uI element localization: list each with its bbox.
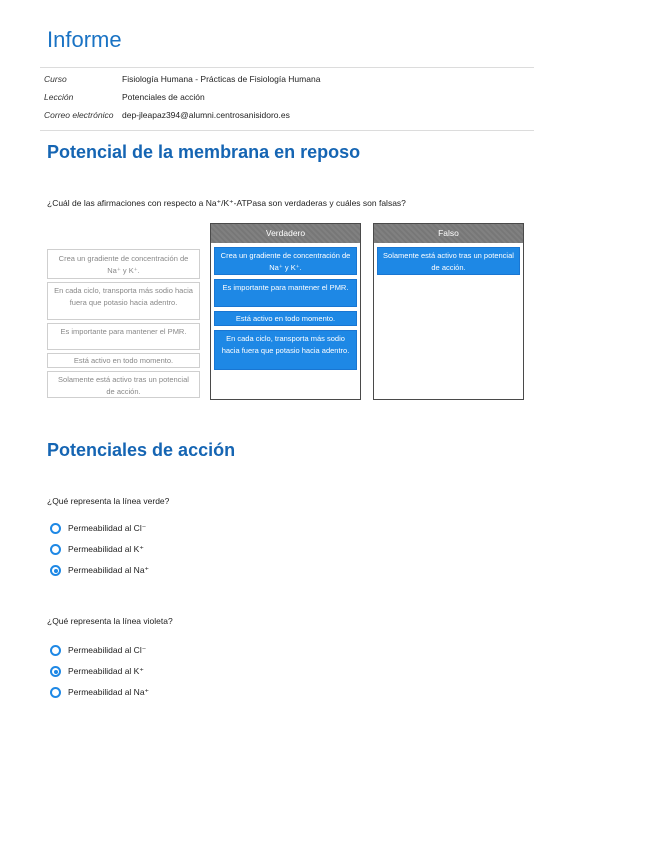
answer-chip[interactable]: En cada ciclo, transporta más sodio hacia fuera que potasio hacia adentro.: [214, 330, 357, 370]
source-item[interactable]: Es importante para mantener el PMR.: [47, 323, 200, 350]
answer-chip[interactable]: Crea un gradiente de concentración de Na⁺ y K⁺.: [214, 247, 357, 275]
meta-key: Curso: [44, 74, 67, 84]
question-violet-line: ¿Qué representa la línea violeta?: [47, 616, 173, 626]
question-green-line: ¿Qué representa la línea verde?: [47, 496, 170, 506]
radio-option[interactable]: [50, 661, 149, 682]
radio-option[interactable]: [50, 560, 149, 581]
radio-button-selected-icon[interactable]: [50, 666, 61, 677]
meta-value: Fisiología Humana - Prácticas de Fisiología Humana: [122, 74, 321, 84]
radio-button-icon[interactable]: [50, 544, 61, 555]
radio-label: Permeabilidad al K⁺: [68, 544, 144, 554]
answer-chip[interactable]: Está activo en todo momento.: [214, 311, 357, 326]
meta-row-email: [40, 106, 534, 124]
radio-option[interactable]: [50, 539, 149, 560]
report-meta-table: [40, 67, 534, 131]
meta-row-lesson: [40, 88, 534, 106]
source-item-list: [47, 249, 200, 401]
column-header-true: Verdadero: [211, 224, 360, 243]
radio-option[interactable]: [50, 640, 149, 661]
radio-option[interactable]: [50, 682, 149, 703]
radio-button-selected-icon[interactable]: [50, 565, 61, 576]
radio-label: Permeabilidad al Na⁺: [68, 565, 150, 575]
section-heading-membrane: Potencial de la membrana en reposo: [47, 142, 361, 162]
meta-key: Correo electrónico: [44, 110, 114, 120]
radio-button-icon[interactable]: [50, 645, 61, 656]
radio-label: Permeabilidad al Cl⁻: [68, 645, 147, 655]
drop-zone-true[interactable]: [210, 223, 361, 400]
radio-button-icon[interactable]: [50, 523, 61, 534]
radio-group-violet: [50, 640, 149, 703]
radio-label: Permeabilidad al K⁺: [68, 666, 144, 676]
answer-chip[interactable]: Solamente está activo tras un potencial de acción.: [377, 247, 520, 275]
radio-label: Permeabilidad al Na⁺: [68, 687, 150, 697]
source-item[interactable]: En cada ciclo, transporta más sodio hacia fuera que potasio hacia adentro.: [47, 282, 200, 320]
source-item[interactable]: Está activo en todo momento.: [47, 353, 200, 368]
radio-group-green: [50, 518, 149, 581]
section-heading-action-potentials: Potenciales de acción: [47, 440, 236, 460]
answer-chip[interactable]: Es importante para mantener el PMR.: [214, 279, 357, 307]
radio-label: Permeabilidad al Cl⁻: [68, 523, 147, 533]
meta-key: Lección: [44, 92, 74, 102]
drop-zone-false[interactable]: [373, 223, 524, 400]
radio-option[interactable]: [50, 518, 149, 539]
source-item[interactable]: Crea un gradiente de concentración de Na⁺ y K⁺.: [47, 249, 200, 279]
meta-value: dep-jleapaz394@alumni.centrosanisidoro.es: [122, 110, 290, 120]
question-atpase: ¿Cuál de las afirmaciones con respecto a Na⁺/K⁺-ATPasa son verdaderas y cuáles son falsas?: [47, 198, 406, 208]
meta-value: Potenciales de acción: [122, 92, 205, 102]
meta-row-course: [40, 70, 534, 88]
radio-button-icon[interactable]: [50, 687, 61, 698]
column-header-false: Falso: [374, 224, 523, 243]
report-title: Informe: [47, 27, 122, 52]
source-item[interactable]: Solamente está activo tras un potencial de acción.: [47, 371, 200, 398]
